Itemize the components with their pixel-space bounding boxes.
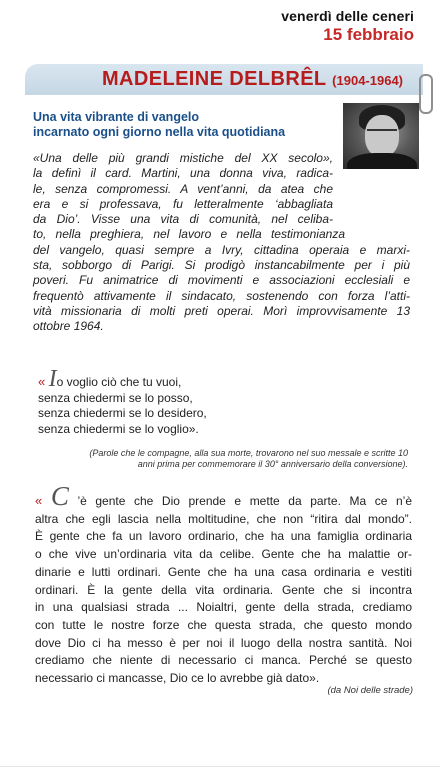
subtitle-line: Una vita vibrante di vangelo xyxy=(33,110,200,124)
subtitle-line: incarnato ogni giorno nella vita quotidiana xyxy=(33,125,286,139)
weekday-label: venerdì delle ceneri xyxy=(281,8,414,24)
excerpt-line: con tutte le nostre forze che questa strada, che questo mondo xyxy=(35,617,412,632)
prayer-line-text: o voglio ciò che tu vuoi, xyxy=(56,375,182,389)
excerpt-line: È gente che fa un lavoro ordinario, che ha una famiglia ordinaria xyxy=(35,529,412,544)
excerpt-line-text: ’è gente che Dio prende e mette da parte. Ma ce n’è xyxy=(77,494,412,508)
bio-line: da Dio’. Visse una vita di comunità, nel celiba- xyxy=(33,212,333,227)
prayer-quote xyxy=(38,366,207,437)
excerpt-line: dove Dio ci ha messo è per noi il luogo della nostra santità. Noi xyxy=(35,635,412,650)
bio-line: «Una delle più grandi mistiche del XX secolo», xyxy=(33,151,333,165)
prayer-line xyxy=(38,366,207,392)
prayer-line: senza chiedermi se lo voglio». xyxy=(38,421,199,436)
bio-line: le, senza compromessi. A vent’anni, da atea che xyxy=(33,181,333,196)
prayer-line: senza chiedermi se lo posso, xyxy=(38,390,193,405)
person-name-text: MADELEINE DELBRÊL xyxy=(101,68,327,90)
person-years: (1904-1964) xyxy=(332,73,403,88)
note-line: (Parole che le compagne, alla sua morte, trovarono nel suo messale e scritte 10 xyxy=(89,448,408,458)
excerpt-line xyxy=(35,481,412,511)
person-name xyxy=(102,68,403,91)
date-label: 15 febbraio xyxy=(323,25,414,44)
bio-line: poveri. Fu animatrice di movimenti e associazioni ecclesiali e xyxy=(33,273,410,288)
drop-cap: C xyxy=(50,481,69,511)
bio-line: to, nella preghiera, nel lavoro e nella testimonianza xyxy=(33,227,345,242)
excerpt-line: altra che egli lascia nella moltitudine, che non “ritira dal mondo”. xyxy=(35,511,412,526)
title-banner xyxy=(25,64,423,95)
excerpt-line: dinarie e lutti ordinari. Gente che ha una casa ordinaria e vestiti xyxy=(35,564,412,579)
excerpt-line: o che vive un’ordinaria vita da celibe. Gente che ha malattie or- xyxy=(35,547,412,562)
excerpt-source-note: (da Noi delle strade) xyxy=(327,685,413,696)
excerpt-line: in una qualsiasi strada ... Noialtri, gente della strada, crediamo xyxy=(35,600,412,615)
open-quote-mark: « xyxy=(38,374,46,389)
subtitle xyxy=(33,110,338,140)
bio-line: vità missionaria di molti preti operai. Morì improvvisamente 13 xyxy=(33,303,410,318)
excerpt-line: ordinari. È la gente della vita ordinaria. Gente che si incontra xyxy=(35,582,412,597)
bio-line: ottobre 1964. xyxy=(33,319,104,334)
excerpt-line: necessario ci mancasse, Dio ce lo avrebbe già dato». xyxy=(35,671,320,686)
note-line: anni prima per commemorare il 30° anniversario della conversione). xyxy=(137,459,408,469)
date-block xyxy=(281,8,414,45)
biography-paragraph xyxy=(33,151,410,335)
drop-cap: I xyxy=(48,366,57,392)
bio-line: sta, sobborgo di Parigi. Si prodigò instancabilmente per i più xyxy=(33,258,410,273)
prayer-line: senza chiedermi se lo desidero, xyxy=(38,406,207,420)
open-quote-mark: « xyxy=(35,493,43,508)
bio-line: del vangelo, quasi sempre a Ivry, cittadina operaia e marxi- xyxy=(33,242,410,257)
excerpt-line: crediamo che niente di necessario ci manca. Perché se questo xyxy=(35,653,412,668)
prayer-source-note xyxy=(40,448,408,470)
excerpt-quote xyxy=(35,481,412,688)
bio-line: frequentò attivamente il sindacato, sostenendo con forza l’atti- xyxy=(33,288,410,303)
paperclip-icon xyxy=(419,74,433,114)
bio-line: era e si professava, fu letteralmente ‘abbagliata xyxy=(33,196,333,211)
bio-line: la definì il card. Martini, una donna viva, radica- xyxy=(33,166,333,181)
